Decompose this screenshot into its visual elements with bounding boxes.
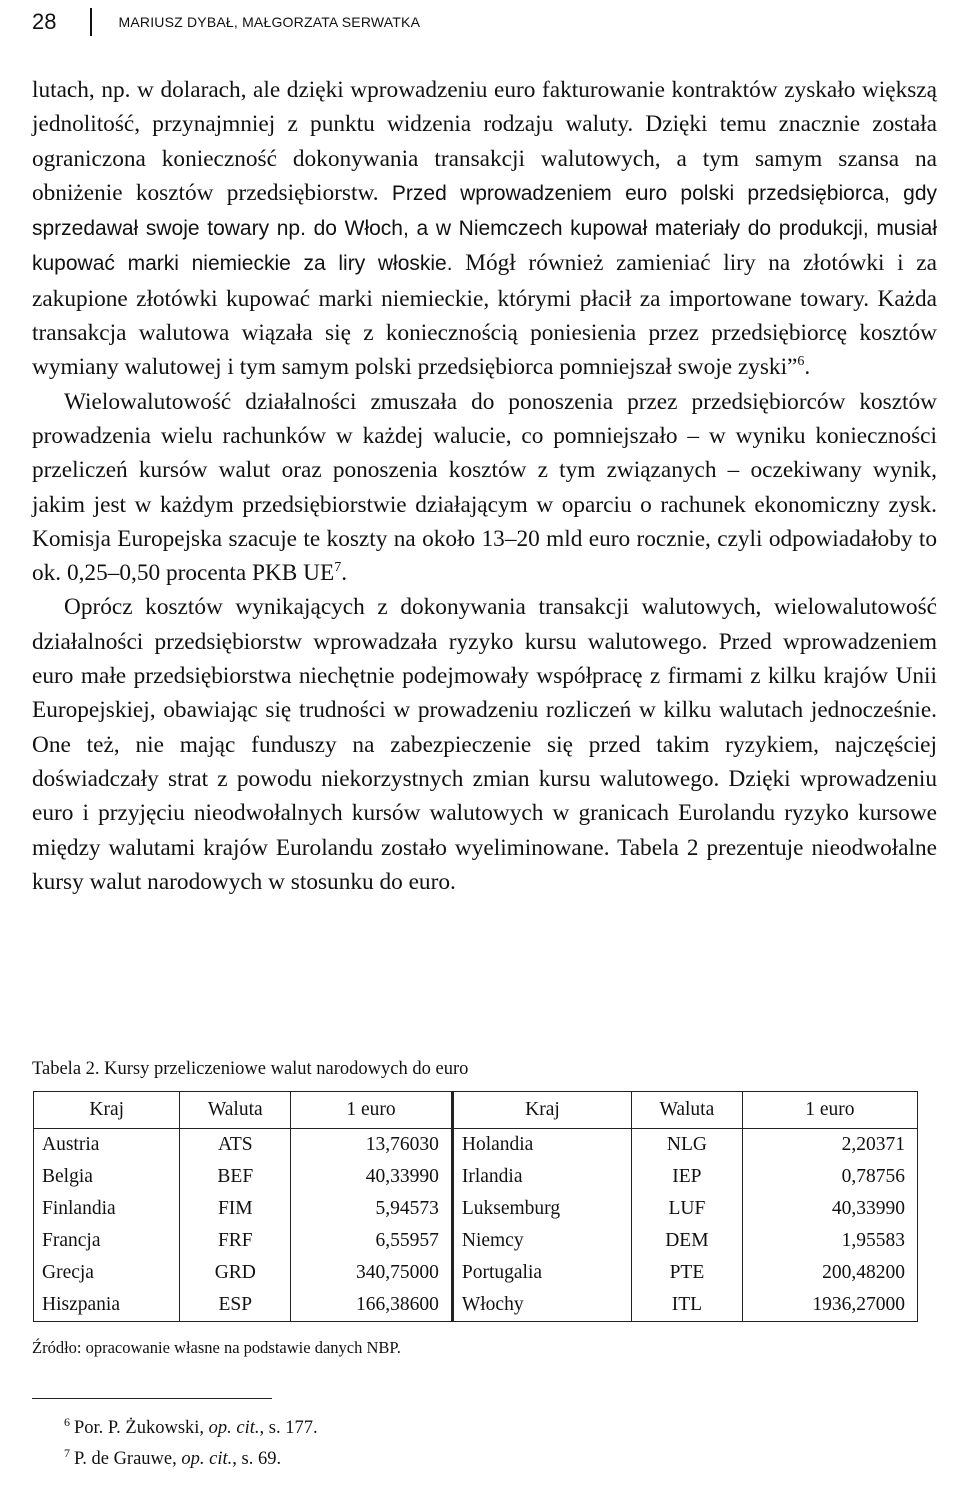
header-currency: Waluta — [180, 1092, 291, 1129]
table-row — [34, 1289, 918, 1322]
table-cell: DEM — [632, 1225, 743, 1257]
table-cell: 1,95583 — [742, 1225, 917, 1257]
table-cell: Hiszpania — [34, 1289, 180, 1322]
table-cell: Włochy — [452, 1289, 631, 1322]
table-cell: 13,76030 — [291, 1129, 453, 1162]
table-cell: Francja — [34, 1225, 180, 1257]
footnote-number: 6 — [64, 1415, 70, 1429]
paragraph-3-text: Oprócz kosztów wynikających z dokonywania transakcji walutowych, wielowalutowość działalności przedsiębiorstw wprowadzała ryzyko kursu walutowego. Przed wprowadzeniem euro małe przedsiębiorstwa niechętnie podejmowały współpracę z firmami z kilku krajów Unii Europejskiej, obawiając się trudności w prowadzeniu rozliczeń w kilku walutach jednocześnie. One też, nie mając funduszy na zabezpieczenie się przed takim ryzykiem, najczęściej doświadczały strat z powodu niekorzystnych zmian kursu walutowego. Dzięki wprowadzeniu euro i przyjęciu nieodwołalnych kursów walutowych w granicach Eurolandu ryzyko kursowe między walutami krajów Eurolandu zostało wyeliminowane. Tabela 2 prezentuje nieodwołalne kursy walut narodowych w stosunku do euro. — [32, 594, 937, 895]
header-currency: Waluta — [632, 1092, 743, 1129]
table-cell: 40,33990 — [291, 1161, 453, 1193]
header-divider — [90, 8, 92, 36]
footnotes — [64, 1413, 318, 1475]
footnote-text: P. de Grauwe, — [74, 1449, 182, 1469]
paragraph-1-part-b: Przed wprowadzeniem euro polski przedsiębiorca, gdy sprzedawał swoje towary np. do Włoch, a w Niemczech kupował materiały do produkcji, musiał kupować marki niemieckie za liry włoskie. — [32, 181, 937, 276]
table-row — [34, 1129, 918, 1162]
table-cell: BEF — [180, 1161, 291, 1193]
footnote-italic: op. cit. — [181, 1449, 233, 1469]
table-row — [34, 1257, 918, 1289]
header-country: Kraj — [452, 1092, 631, 1129]
paragraph-2-end: . — [341, 560, 348, 587]
table-cell: LUF — [632, 1193, 743, 1225]
table-cell: Niemcy — [452, 1225, 631, 1257]
table-cell: FRF — [180, 1225, 291, 1257]
footnote-text: Por. P. Żukowski, — [74, 1418, 209, 1438]
table-cell: Grecja — [34, 1257, 180, 1289]
paragraph-1 — [32, 73, 937, 385]
table-cell: ITL — [632, 1289, 743, 1322]
table-cell: FIM — [180, 1193, 291, 1225]
table-cell: ESP — [180, 1289, 291, 1322]
body-text — [32, 73, 937, 899]
table-cell: Holandia — [452, 1129, 631, 1162]
footnote-ref-7[interactable]: 7 — [334, 560, 342, 576]
table-cell: PTE — [632, 1257, 743, 1289]
table-cell: 2,20371 — [742, 1129, 917, 1162]
paragraph-1-part-c: Mógł również zamieniać liry na złotówki i za zakupione złotówki kupować marki niemieckie, którymi płacił za importowane towary. Każda transakcja walutowa wiązała się z koniecznością poniesienia przez przedsiębiorcę kosztów wymiany walutowej i tym samym polski przedsiębiorca pomniejszał swoje zyski” — [32, 250, 937, 381]
footnote-ref-6[interactable]: 6 — [797, 354, 805, 370]
table-caption: Tabela 2. Kursy przeliczeniowe walut narodowych do euro — [32, 1059, 469, 1079]
header-rate: 1 euro — [291, 1092, 453, 1129]
running-header-authors: MARIUSZ DYBAŁ, MAŁGORZATA SERWATKA — [118, 14, 421, 30]
table-cell: 200,48200 — [742, 1257, 917, 1289]
table-cell: 5,94573 — [291, 1193, 453, 1225]
table-cell: Finlandia — [34, 1193, 180, 1225]
table-cell: Belgia — [34, 1161, 180, 1193]
table-cell: IEP — [632, 1161, 743, 1193]
table-row — [34, 1225, 918, 1257]
table-cell: 0,78756 — [742, 1161, 917, 1193]
table-cell: 40,33990 — [742, 1193, 917, 1225]
footnote-number: 7 — [64, 1446, 70, 1460]
paragraph-1-part-a: lutach, np. w dolarach, ale dzięki wprowadzeniu euro fakturowanie kontraktów zyskało większą jednolitość, przynajmniej z punktu widzenia rodzaju waluty. Dzięki temu znacznie została ograniczona konieczność dokonywania transakcji walutowych, a tym samym szansa na obniżenie kosztów przedsiębiorstw. — [32, 77, 937, 206]
table-cell: 340,75000 — [291, 1257, 453, 1289]
table-row — [34, 1161, 918, 1193]
running-header — [32, 4, 420, 40]
paragraph-3 — [32, 590, 937, 899]
table-row — [34, 1193, 918, 1225]
paragraph-1-end: . — [804, 354, 811, 381]
table-cell: Irlandia — [452, 1161, 631, 1193]
table-source-note: Źródło: opracowanie własne na podstawie danych NBP. — [32, 1338, 401, 1357]
table-cell: GRD — [180, 1257, 291, 1289]
header-country: Kraj — [34, 1092, 180, 1129]
footnote-text: , s. 69. — [232, 1449, 282, 1469]
footnote-7 — [64, 1444, 318, 1475]
footnote-italic: op. cit. — [208, 1418, 260, 1438]
page-number: 28 — [32, 9, 57, 34]
footnote-text: , s. 177. — [259, 1418, 318, 1438]
table-cell: 6,55957 — [291, 1225, 453, 1257]
paragraph-2 — [32, 385, 937, 591]
paragraph-2-text: Wielowalutowość działalności zmuszała do ponoszenia przez przedsiębiorców kosztów prowadzenia wielu rachunków w każdej walucie, co pomniejszało – w wyniku konieczności przeliczeń kursów walut oraz ponoszenia kosztów z tym związanych – oczekiwany wynik, jakim jest w każdym przedsiębiorstwie działającym w oparciu o rachunek ekonomiczny zysk. Komisja Europejska szacuje te koszty na około 13–20 mld euro rocznie, czyli odpowiadałoby to ok. 0,25–0,50 procenta PKB UE — [32, 388, 937, 587]
header-rate: 1 euro — [742, 1092, 917, 1129]
table-cell: ATS — [180, 1129, 291, 1162]
table-cell: 166,38600 — [291, 1289, 453, 1322]
footnote-6 — [64, 1413, 318, 1444]
table-cell: Luksemburg — [452, 1193, 631, 1225]
table-cell: Austria — [34, 1129, 180, 1162]
footnote-divider — [32, 1398, 272, 1399]
table-cell: Portugalia — [452, 1257, 631, 1289]
table-header-row — [34, 1092, 918, 1129]
table-cell: 1936,27000 — [742, 1289, 917, 1322]
exchange-rates-table — [33, 1091, 918, 1322]
table-cell: NLG — [632, 1129, 743, 1162]
